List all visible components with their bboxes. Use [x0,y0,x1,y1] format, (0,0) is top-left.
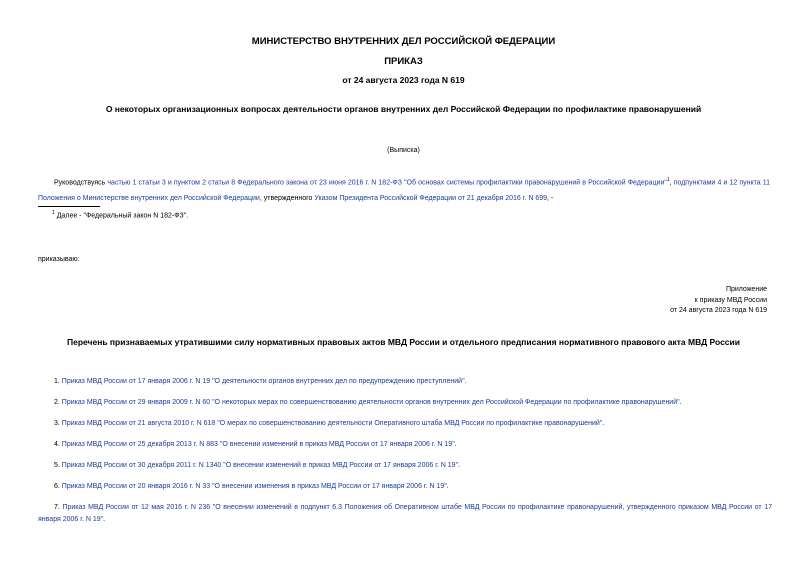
footnote-divider [38,206,100,207]
list-item-link[interactable]: Приказ МВД России от 21 августа 2010 г. N 618 "О мерах по совершенствованию деятельности Оперативного штаба МВД России по профилактике правонарушений" [61,420,603,427]
federal-law-link[interactable]: частью 1 статьи 3 и пунктом 2 статьи 8 Федерального закона от 23 июня 2016 г. N 182-ФЗ "Об основах системы профилактики правонарушений в Российской Федерации" [107,179,667,187]
list-item [38,502,772,525]
footnote [52,210,188,219]
list-item [38,481,772,493]
list-item-link[interactable]: Приказ МВД России от 20 января 2016 г. N 33 "О внесении изменения в приказ МВД России от 17 января 2006 г. N 19" [61,483,447,490]
list-item-number: 2. [54,399,62,406]
list-item [38,397,772,409]
list-item-link[interactable]: Приказ МВД России от 25 декабря 2013 г. N 883 "О внесении изменений в приказ МВД России от 17 января 2006 г. N 19" [61,441,455,448]
appendix-line: к приказу МВД России [694,296,767,304]
list-item-number: 5. [54,462,62,469]
order-word: приказываю: [38,256,80,263]
footnote-mark: 1 [52,210,55,216]
list-item-end: . [103,515,106,523]
regulation-link[interactable]: подпунктами 4 и 12 пункта 11 Положения о Министерстве внутренних дел Российской Федерации [38,179,771,203]
list-item [38,460,772,472]
list-item [38,376,772,388]
list-item-number: 7. [54,504,63,511]
list-item-number: 1. [54,378,62,385]
preamble-mid: , утвержденного [259,195,315,203]
list-item-link[interactable]: Приказ МВД России от 17 января 2006 г. N 19 "О деятельности органов внутренних дел по предупреждению преступлений" [61,378,465,385]
list-item-end: . [679,399,682,406]
list-item-number: 4. [54,441,62,448]
list-item-number: 3. [54,420,62,427]
extract-note: (Выписка) [387,147,420,154]
presidential-decree-link[interactable]: Указом Президента Российской Федерации от 21 декабря 2016 г. N 699 [314,195,548,203]
doc-title: О некоторых организационных вопросах деятельности органов внутренних дел Российской Федерации по профилактике правонарушений [105,104,702,114]
appendix-line: Приложение [725,286,767,293]
appendix-line: от 24 августа 2023 года N 619 [670,307,767,314]
list-item-link[interactable]: Приказ МВД России от 12 мая 2016 г. N 236 "О внесении изменений в подпункт 6.3 Положения об Оперативном штабе МВД России по профилактике правонарушений, утвержденного приказом МВД России от 17 января 2006 г. N 19" [38,504,772,523]
list-item [38,418,772,430]
doc-type-heading: ПРИКАЗ [384,56,423,67]
list-item [38,439,772,451]
preamble-separator: , [669,179,674,187]
list-item-number: 6. [54,483,62,490]
preamble-tail: , - [547,195,554,203]
list-item-end: . [446,483,449,490]
list-item-link[interactable]: Приказ МВД России от 29 января 2009 г. N 60 "О некоторых мерах по совершенствованию деятельности органов внутренних дел Российской Федерации по профилактике правонарушений" [61,399,680,406]
list-item-end: . [458,462,461,469]
ministry-heading: МИНИСТЕРСТВО ВНУТРЕННИХ ДЕЛ РОССИЙСКОЙ ФЕДЕРАЦИИ [251,36,556,47]
list-item-end: . [454,441,457,448]
appendix-block [670,285,767,317]
preamble-paragraph [38,172,770,207]
preamble-lead: Руководствуясь [54,179,108,187]
list-item-end: . [464,378,467,385]
list-item-link[interactable]: Приказ МВД России от 30 декабря 2011 г. N 1340 "О внесении изменений в приказ МВД России от 17 января 2006 г. N 19" [61,462,459,469]
doc-date-number: от 24 августа 2023 года N 619 [342,75,465,85]
list-item-end: . [602,420,605,427]
footnote-text: Далее - "Федеральный закон N 182-ФЗ". [56,212,189,220]
footnote-reference[interactable]: 1 [666,177,670,183]
list-title: Перечень признаваемых утратившими силу нормативных правовых актов МВД России и отдельного предписания нормативного правового акта МВД России [67,337,740,347]
